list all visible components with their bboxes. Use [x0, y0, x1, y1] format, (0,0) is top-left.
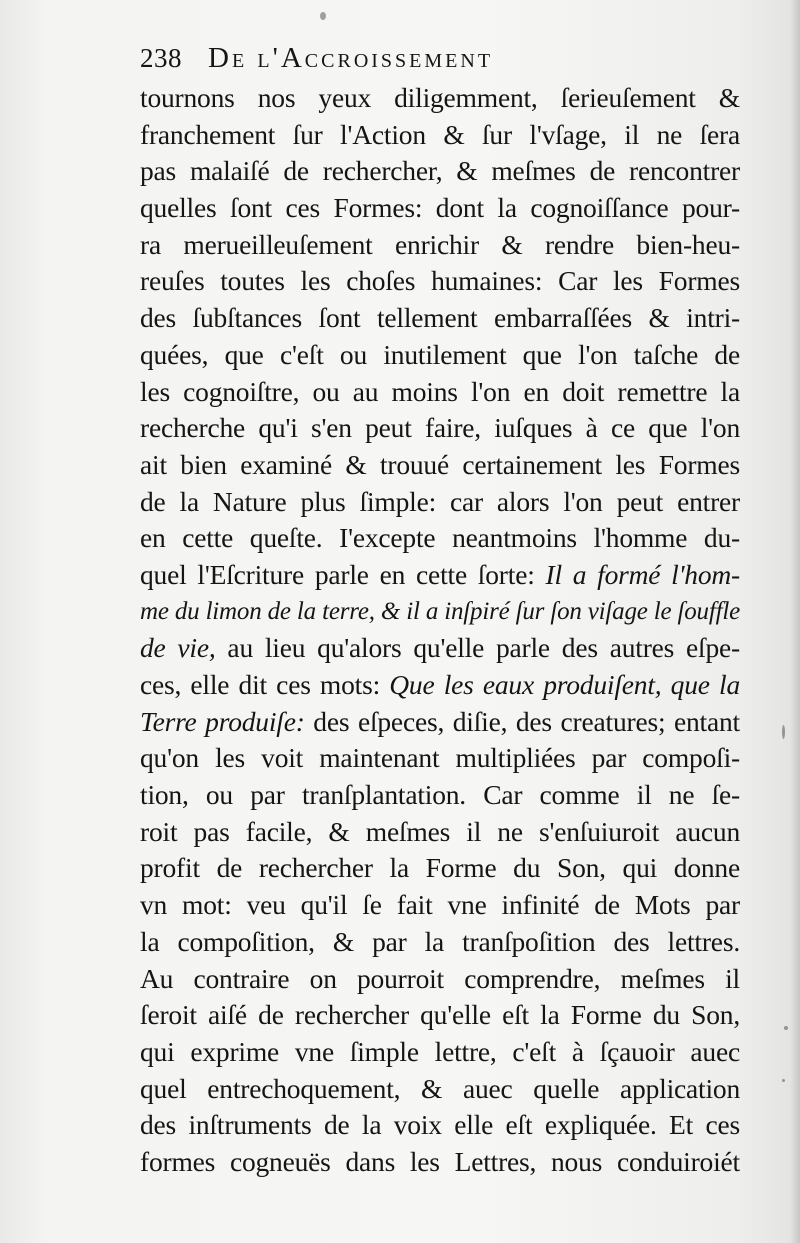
text-segment: les cognoiſtre, ou au moins l'on en doit remettre la	[140, 375, 740, 407]
text-segment: qui exprime vne ſimple lettre, c'eſt à ſçauoir auec	[140, 1035, 740, 1067]
text-line	[140, 777, 740, 814]
ink-speck	[782, 1079, 785, 1082]
text-segment: ait bien examiné & trouué certainement les Formes	[140, 448, 740, 480]
italic-text: Il a formé l'hom-	[545, 558, 740, 590]
text-line	[140, 594, 740, 631]
text-line	[140, 961, 740, 998]
ink-speck	[784, 1026, 788, 1030]
text-segment: franchement ſur l'Action & ſur l'vſage, il ne ſera	[140, 118, 740, 150]
text-line	[140, 484, 740, 521]
italic-text: Terre produiſe:	[140, 705, 305, 737]
text-line	[140, 997, 740, 1034]
text-line	[140, 924, 740, 961]
text-segment: qu'on les voit maintenant multipliées par compoſi-	[140, 742, 740, 774]
text-segment: en cette queſte. I'excepte neantmoins l'homme du-	[140, 522, 740, 554]
page-number: 238	[140, 43, 182, 73]
body-text	[140, 80, 740, 1181]
text-line	[140, 447, 740, 484]
text-segment: recherche qu'i s'en peut faire, iuſques à ce que l'on	[140, 412, 740, 444]
text-line	[140, 80, 740, 117]
text-segment: des eſpeces, diſie, des creatures; entant	[304, 705, 740, 737]
text-segment: reuſes toutes les choſes humaines: Car les Formes	[140, 265, 740, 297]
text-segment: des ſubſtances ſont tellement embarraſſées & intri-	[140, 302, 740, 334]
text-line	[140, 227, 740, 264]
text-line	[140, 1144, 740, 1181]
text-line	[140, 520, 740, 557]
italic-text: Que les eaux produiſent, que la	[389, 669, 740, 700]
text-line	[140, 117, 740, 154]
text-segment: quel l'Eſcriture parle en cette ſorte:	[140, 558, 546, 590]
text-line	[140, 410, 740, 447]
text-line	[140, 190, 740, 227]
text-segment: quelles ſont ces Formes: dont la cognoiſſance pour-	[140, 192, 740, 224]
text-line	[140, 1107, 740, 1144]
text-line	[140, 1071, 740, 1108]
ink-speck	[782, 725, 785, 739]
text-segment: au lieu qu'alors qu'elle parle des autres eſpe-	[215, 632, 741, 664]
text-segment: roit pas facile, & meſmes il ne s'enſuiuroit aucun	[140, 815, 740, 847]
text-line	[140, 1034, 740, 1071]
text-line	[140, 630, 740, 667]
text-line	[140, 887, 740, 924]
text-segment: ſeroit aiſé de rechercher qu'elle eſt la Forme du Son,	[140, 999, 740, 1031]
italic-text: de vie,	[140, 632, 216, 664]
text-line	[140, 337, 740, 374]
ink-speck	[320, 12, 326, 20]
text-segment: ra merueilleuſement enrichir & rendre bien-heu-	[140, 228, 740, 260]
text-segment: des inſtruments de la voix elle eſt expliquée. Et ces	[140, 1109, 740, 1141]
running-title: De l'Accroissement	[208, 42, 494, 74]
text-line	[140, 153, 740, 190]
text-segment: quel entrechoquement, & auec quelle application	[140, 1072, 740, 1104]
text-segment: quées, que c'eſt ou inutilement que l'on taſche de	[140, 338, 740, 370]
text-line	[140, 557, 740, 594]
italic-text: me du limon de la terre, & il a inſpiré ſur ſon viſage le ſouffle	[140, 597, 740, 625]
text-segment: Au contraire on pourroit comprendre, meſmes il	[140, 962, 740, 994]
text-line	[140, 667, 740, 704]
text-segment: de la Nature plus ſimple: car alors l'on peut entrer	[140, 485, 740, 517]
text-segment: ces, elle dit ces mots:	[140, 669, 390, 700]
text-line	[140, 374, 740, 411]
text-line	[140, 850, 740, 887]
text-segment: tion, ou par tranſplantation. Car comme il ne ſe-	[140, 779, 740, 811]
text-line	[140, 704, 740, 741]
text-segment: tournons nos yeux diligemment, ſerieuſement &	[140, 82, 740, 113]
text-line	[140, 740, 740, 777]
running-head	[140, 42, 740, 82]
text-segment: la compoſition, & par la tranſpoſition des lettres.	[140, 925, 740, 957]
text-line	[140, 263, 740, 300]
text-segment: pas malaiſé de rechercher, & meſmes de rencontrer	[140, 155, 740, 187]
page-edge-shadow	[790, 0, 800, 1243]
text-line	[140, 814, 740, 851]
text-segment: formes cogneuës dans les Lettres, nous conduiroiét	[140, 1145, 740, 1177]
text-line	[140, 300, 740, 337]
text-segment: profit de rechercher la Forme du Son, qui donne	[140, 852, 740, 884]
text-segment: vn mot: veu qu'il ſe fait vne infinité de Mots par	[140, 889, 740, 921]
